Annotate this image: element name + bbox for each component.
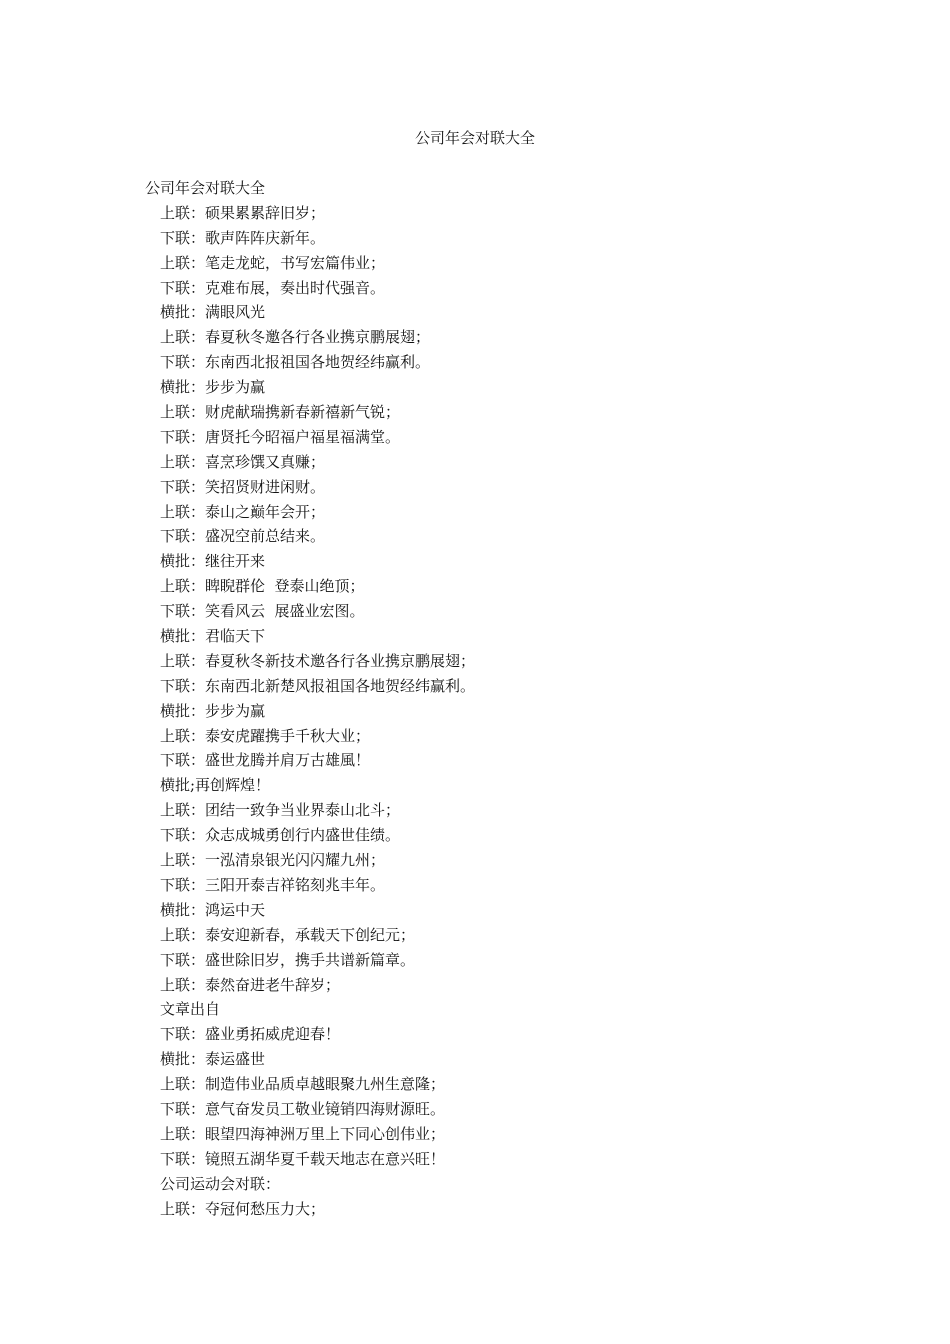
- text-line: 上联：泰然奋进老牛辞岁；: [160, 975, 341, 994]
- text-line: 下联：盛世除旧岁，携手共谱新篇章。: [160, 950, 416, 969]
- text-line: 横批：泰运盛世: [160, 1050, 266, 1069]
- text-line: 横批：继往开来: [160, 552, 266, 571]
- document-body: [145, 176, 845, 1221]
- text-line: 横批;再创辉煌！: [160, 776, 271, 795]
- document-title: 公司年会对联大全: [414, 129, 535, 147]
- couplet-list: [145, 201, 845, 1222]
- text-line: 上联：春夏秋冬邀各行各业携京鹏展翅；: [160, 328, 431, 347]
- text-line: 下联：意气奋发员工敬业镜销四海财源旺。: [160, 1099, 446, 1118]
- text-line: 上联：睥睨群伦 登泰山绝顶；: [160, 577, 365, 596]
- text-line: 上联：财虎献瑞携新春新禧新气锐；: [160, 403, 401, 422]
- text-line: 上联：泰山之巅年会开；: [160, 502, 326, 521]
- text-line: 下联：东南西北报祖国各地贺经纬赢利。: [160, 353, 431, 372]
- text-line: 横批：步步为赢: [160, 378, 266, 397]
- text-line: 公司运动会对联：: [160, 1174, 281, 1193]
- text-line: 横批：鸿运中天: [160, 900, 266, 919]
- text-line: 下联：三阳开泰吉祥铭刻兆丰年。: [160, 875, 386, 894]
- text-line: 文章出自: [160, 1000, 221, 1019]
- text-line: 下联：众志成城勇创行内盛世佳绩。: [160, 826, 401, 845]
- text-line: 上联：喜烹珍馔又真赚；: [160, 452, 326, 471]
- text-line: 上联：泰安迎新春，承载天下创纪元；: [160, 925, 416, 944]
- section-heading: 公司年会对联大全: [145, 179, 266, 197]
- text-line: 下联：东南西北新楚风报祖国各地贺经纬赢利。: [160, 676, 476, 695]
- text-line: 横批：步步为赢: [160, 701, 266, 720]
- text-line: 下联：盛业勇拓威虎迎春！: [160, 1025, 341, 1044]
- text-line: 上联：制造伟业品质卓越眼聚九州生意隆；: [160, 1075, 446, 1094]
- text-line: 上联：团结一致争当业界泰山北斗；: [160, 801, 401, 820]
- text-line: 下联：唐贤托今昭福户福星福满堂。: [160, 427, 401, 446]
- text-line: 下联：盛况空前总结来。: [160, 527, 326, 546]
- text-line: 上联：泰安虎躍携手千秋大业；: [160, 726, 371, 745]
- text-line: 横批：满眼风光: [160, 303, 266, 322]
- text-line: 下联：歌声阵阵庆新年。: [160, 228, 326, 247]
- text-line: 上联：春夏秋冬新技术邀各行各业携京鹏展翅；: [160, 651, 476, 670]
- text-line: 上联：一泓清泉银光闪闪耀九州；: [160, 851, 386, 870]
- text-line: 上联：夺冠何愁压力大；: [160, 1199, 326, 1218]
- text-line: 上联：硕果累累辞旧岁；: [160, 203, 326, 222]
- text-line: 下联：镜照五湖华夏千载天地志在意兴旺！: [160, 1149, 446, 1168]
- text-line: 下联：笑招贤财进闲财。: [160, 477, 326, 496]
- text-line: 下联：盛世龙腾并肩万古雄風！: [160, 751, 371, 770]
- text-line: 横批：君临天下: [160, 627, 266, 646]
- text-line: 下联：克难布展，奏出时代强音。: [160, 278, 386, 297]
- text-line: 上联：笔走龙蛇，书写宏篇伟业；: [160, 253, 386, 272]
- text-line: 下联：笑看风云 展盛业宏图。: [160, 602, 365, 621]
- text-line: 上联：眼望四海神洲万里上下同心创伟业；: [160, 1124, 446, 1143]
